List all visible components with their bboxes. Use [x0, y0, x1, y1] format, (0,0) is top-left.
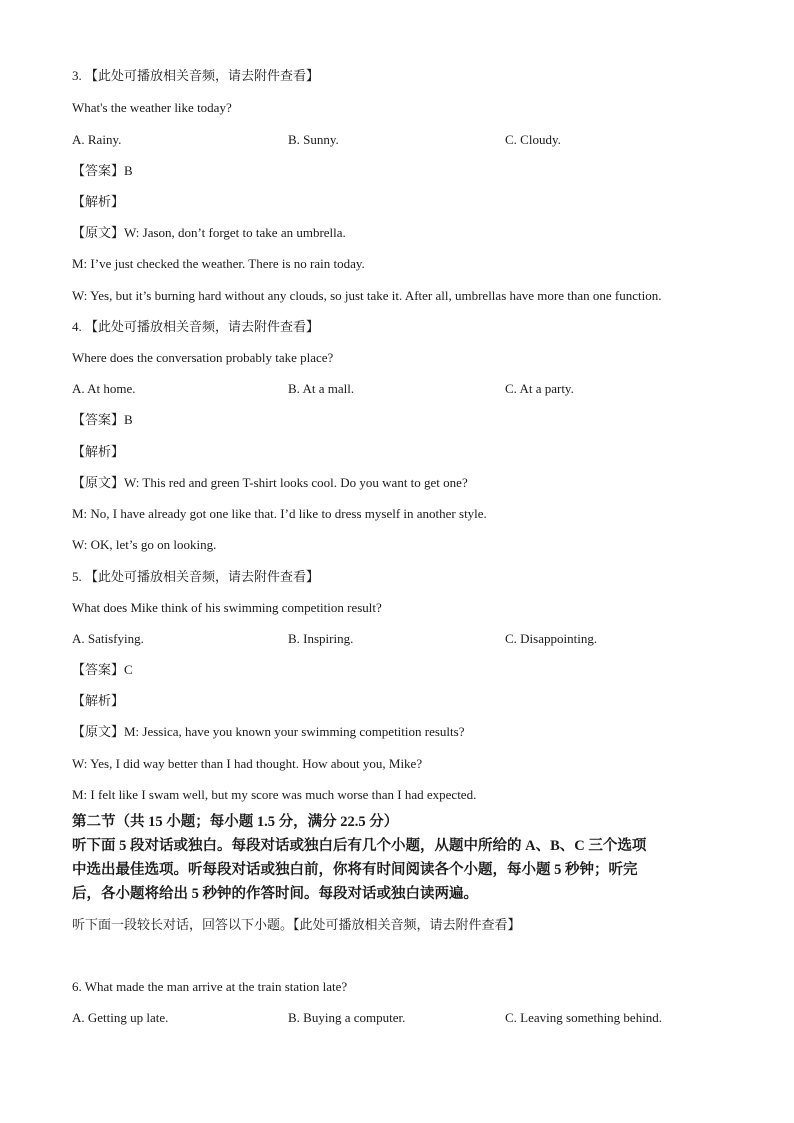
q5-question: What does Mike think of his swimming competition result? [72, 600, 382, 615]
q5-transcript-line: W: Yes, I did way better than I had thought. How about you, Mike? [72, 756, 423, 771]
q4-option-c: C. At a party. [505, 381, 574, 396]
q3-transcript-line: 【原文】W: Jason, don’t forget to take an umbrella. [72, 225, 346, 240]
q3-option-b: B. Sunny. [288, 132, 339, 147]
q4-question: Where does the conversation probably take place? [72, 350, 334, 365]
q3-option-c: C. Cloudy. [505, 132, 561, 147]
q5-transcript-line: 【原文】M: Jessica, have you known your swimming competition results? [72, 724, 465, 739]
q4-option-a: A. At home. [72, 381, 136, 396]
q5-option-a: A. Satisfying. [72, 631, 144, 646]
section2-intro: 听下面一段较长对话，回答以下小题。【此处可播放相关音频，请去附件查看】 [72, 917, 521, 932]
q3-answer: 【答案】B [72, 163, 133, 178]
q5-header: 5. 【此处可播放相关音频，请去附件查看】 [72, 569, 320, 584]
q3-analysis: 【解析】 [72, 194, 125, 209]
q5-answer: 【答案】C [72, 662, 133, 677]
q4-answer: 【答案】B [72, 412, 133, 427]
q6-option-c: C. Leaving something behind. [505, 1010, 663, 1025]
q4-transcript-line: M: No, I have already got one like that. I’d like to dress myself in another style. [72, 506, 487, 521]
q3-transcript-line: M: I’ve just checked the weather. There is no rain today. [72, 256, 365, 271]
q5-option-b: B. Inspiring. [288, 631, 354, 646]
q4-analysis: 【解析】 [72, 444, 125, 459]
section2-title: 第二节（共 15 小题；每小题 1.5 分，满分 22.5 分） [72, 814, 399, 830]
q4-transcript-line: W: OK, let’s go on looking. [72, 537, 217, 552]
q3-header: 3. 【此处可播放相关音频，请去附件查看】 [72, 68, 320, 83]
section2-instruction: 听下面 5 段对话或独白。每段对话或独白后有几个小题，从题中所给的 A、B、C 三个选项 [72, 838, 647, 854]
q4-header: 4. 【此处可播放相关音频，请去附件查看】 [72, 319, 320, 334]
q5-option-c: C. Disappointing. [505, 631, 598, 646]
q5-transcript-line: M: I felt like I swam well, but my score was much worse than I had expected. [72, 787, 477, 802]
q4-option-b: B. At a mall. [288, 381, 355, 396]
section2-instruction: 中选出最佳选项。听每段对话或独白前，你将有时间阅读各个小题，每小题 5 秒钟；听完 [72, 862, 638, 878]
section2-instruction: 后，各小题将给出 5 秒钟的作答时间。每段对话或独白读两遍。 [72, 886, 478, 902]
q3-question: What's the weather like today? [72, 100, 232, 115]
q6-option-a: A. Getting up late. [72, 1010, 169, 1025]
q3-transcript-line: W: Yes, but it’s burning hard without any clouds, so just take it. After all, umbrellas have more than one function. [72, 288, 662, 303]
q6-question: 6. What made the man arrive at the train station late? [72, 979, 348, 994]
q3-option-a: A. Rainy. [72, 132, 122, 147]
q4-transcript-line: 【原文】W: This red and green T-shirt looks cool. Do you want to get one? [72, 475, 468, 490]
q5-analysis: 【解析】 [72, 693, 125, 708]
q6-option-b: B. Buying a computer. [288, 1010, 406, 1025]
